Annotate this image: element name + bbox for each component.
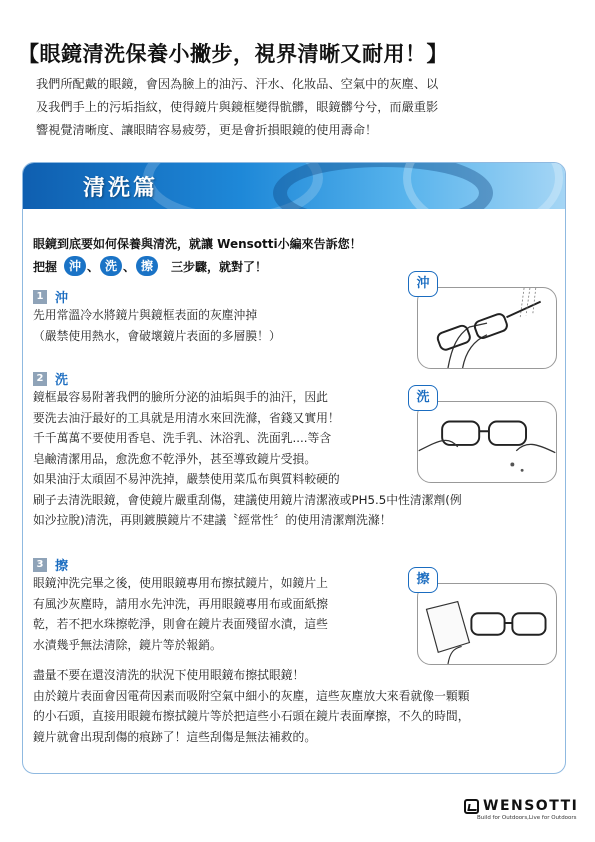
intro-line: 及我們手上的污垢指紋，使得鏡片與鏡框變得骯髒，眼鏡髒兮兮，而嚴重影 (36, 100, 439, 114)
pill-separator: 、 (87, 259, 100, 274)
step-line: 有風沙灰塵時，請用水先沖洗，再用眼鏡專用布或面紙擦 (33, 596, 328, 611)
wensotti-logo-icon (464, 799, 479, 814)
step-title: 沖 (55, 291, 69, 306)
cleaning-card (22, 162, 566, 774)
step-line: 鏡框最容易附著我們的臉所分泌的油垢與手的油汗，因此 (33, 390, 328, 404)
step-text-wash (33, 387, 462, 531)
step-heading-wash (33, 369, 68, 388)
step-line: 要洗去油汙最好的工具就是用清水來回洗滌，省錢又實用！ (33, 410, 340, 425)
section-banner (23, 163, 566, 209)
glasses-wipe-illustration (417, 583, 557, 665)
step-line: 刷子去清洗眼鏡，會使鏡片嚴重刮傷，建議使用鏡片清潔液或PH5.5中性清潔劑(例 (33, 492, 462, 507)
step-line: 水漬幾乎無法清除，鏡片等於報銷。 (33, 637, 222, 652)
step-line: 鏡片就會出現刮傷的痕跡了！這些刮傷是無法補救的。 (33, 729, 317, 744)
step-heading-wipe (33, 555, 68, 574)
tag-wipe: 擦 (408, 567, 438, 593)
wipe-warning-text (33, 665, 470, 747)
step-number: 3 (33, 558, 47, 572)
step-line: 如果油汙太頑固不易沖洗掉，嚴禁使用菜瓜布與質料較硬的 (33, 472, 340, 486)
brand-tagline: Build for Outdoors,Live for Outdoors (477, 815, 577, 821)
lead-line: 眼鏡到底要如何保養與清洗，就讓 Wensotti小編來告訴您！ (33, 237, 362, 251)
pill-separator: 、 (123, 259, 136, 274)
glasses-wash-illustration (417, 401, 557, 483)
lead-prefix: 把握 (33, 259, 58, 274)
step-line: 皂鹼清潔用品，愈洗愈不乾淨外，甚至導致鏡片受損。 (33, 451, 317, 466)
intro-line: 我們所配戴的眼鏡，會因為臉上的油污、汗水、化妝品、空氣中的灰塵、以 (36, 77, 439, 91)
step-number: 2 (33, 372, 47, 386)
lead-steps-line (33, 256, 267, 276)
section-title: 清洗篇 (83, 176, 159, 201)
step-text-rinse (33, 305, 281, 346)
step-line: 先用常溫冷水將鏡片與鏡框表面的灰塵沖掉 (33, 308, 258, 322)
lead-suffix: 三步驟，就對了！ (171, 259, 268, 274)
step-line: 千千萬萬不要使用香皂、洗手乳、沐浴乳、洗面乳....等含 (33, 431, 332, 445)
page-title: 【眼鏡清洗保養小撇步，視界清晰又耐用！】 (18, 42, 448, 66)
glasses-rinse-illustration (417, 287, 557, 369)
intro-paragraph (36, 73, 556, 142)
step-line: 乾，若不把水珠擦乾淨，則會在鏡片表面殘留水漬，這些 (33, 617, 328, 631)
step-title: 擦 (55, 559, 69, 574)
logo-text: WENSOTTI (483, 798, 579, 814)
tag-wash: 洗 (408, 385, 438, 411)
step-text-wipe (33, 573, 328, 655)
step-title: 洗 (55, 373, 69, 388)
pill-rinse: 沖 (64, 256, 86, 276)
step-line: 的小石頭，直接用眼鏡布擦拭鏡片等於把這些小石頭在鏡片表面摩擦，不久的時間， (33, 709, 470, 723)
pill-wash: 洗 (100, 256, 122, 276)
step-line: 盡量不要在還沒清洗的狀況下使用眼鏡布擦拭眼鏡！ (33, 668, 305, 682)
step-heading-rinse (33, 287, 68, 306)
brand-logo (464, 798, 578, 814)
intro-line: 響視覺清晰度、讓眼睛容易疲勞，更是會折損眼鏡的使用壽命！ (36, 123, 378, 137)
step-line: 如沙拉脫)清洗，再則鍍膜鏡片不建議〝經常性〞的使用清潔劑洗滌！ (33, 513, 392, 527)
step-line: 眼鏡沖洗完畢之後，使用眼鏡專用布擦拭鏡片，如鏡片上 (33, 576, 328, 590)
pill-wipe: 擦 (136, 256, 158, 276)
step-number: 1 (33, 290, 47, 304)
step-line: 由於鏡片表面會因電荷因素而吸附空氣中細小的灰塵，這些灰塵放大來看就像一顆顆 (33, 688, 470, 703)
tag-rinse: 沖 (408, 271, 438, 297)
step-line: （嚴禁使用熱水，會破壞鏡片表面的多層膜！） (33, 328, 281, 343)
